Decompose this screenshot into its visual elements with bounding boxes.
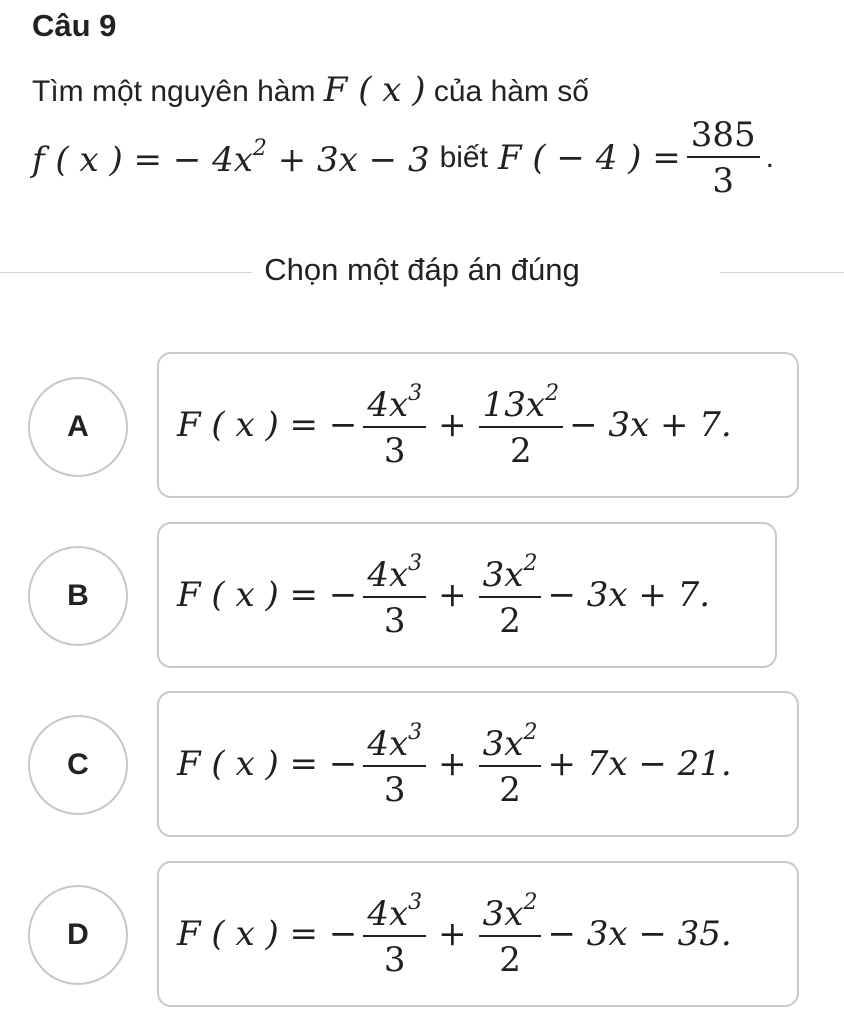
option-a-letter[interactable]: A bbox=[28, 377, 128, 477]
condition-period: . bbox=[765, 141, 774, 174]
option-b-fraction-1: $\frac{4x^3}{3}$ bbox=[363, 553, 426, 638]
option-b-fraction-2: $\frac{3x^2}{2}$ bbox=[479, 553, 542, 638]
question-text: Tìm một nguyên hàm bbox=[32, 75, 316, 108]
option-a-answer[interactable] bbox=[157, 352, 799, 498]
option-b-letter[interactable]: B bbox=[28, 546, 128, 646]
option-d-fraction-2: $\frac{3x^2}{2}$ bbox=[479, 892, 542, 977]
option-c-fraction-1: $\frac{4x^3}{3}$ bbox=[363, 722, 426, 807]
option-d-answer[interactable] bbox=[157, 861, 799, 1007]
question-line-2 bbox=[32, 115, 774, 201]
option-c-expression: F ( x ) = − $\frac{4x^3}{3}$ + $\frac{3x^2}{2}$ + 7x − 21. bbox=[177, 719, 732, 810]
condition-lhs: F ( − 4 ) = bbox=[497, 138, 681, 178]
instruction-label: Chọn một đáp án đúng bbox=[0, 252, 844, 288]
option-a-expression: F ( x ) = − $\frac{4x^3}{3}$ + $\frac{13x^2}{2}$ − 3x + 7. bbox=[177, 380, 732, 471]
option-d-fraction-1: $\frac{4x^3}{3}$ bbox=[363, 892, 426, 977]
option-b-expression: F ( x ) = − $\frac{4x^3}{3}$ + $\frac{3x^2}{2}$ − 3x + 7. bbox=[177, 550, 711, 641]
condition-fraction: $\frac{385}{3}$ bbox=[687, 118, 760, 198]
function-definition: f ( x ) = − $4x^2 + 3x - 3$ bbox=[32, 136, 430, 180]
option-d-letter[interactable]: D bbox=[28, 885, 128, 985]
option-c-letter[interactable]: C bbox=[28, 715, 128, 815]
question-title: Câu 9 bbox=[32, 8, 117, 43]
question-text-tail: của hàm số bbox=[433, 75, 589, 108]
option-b-answer[interactable] bbox=[157, 522, 777, 668]
question-line-1 bbox=[32, 70, 589, 110]
option-c-answer[interactable] bbox=[157, 691, 799, 837]
option-c-fraction-2: $\frac{3x^2}{2}$ bbox=[479, 722, 542, 807]
option-a-fraction-1: $\frac{4x^3}{3}$ bbox=[363, 383, 426, 468]
option-a-fraction-2: $\frac{13x^2}{2}$ bbox=[479, 383, 563, 468]
option-d-expression: F ( x ) = − $\frac{4x^3}{3}$ + $\frac{3x^2}{2}$ − 3x − 35. bbox=[177, 889, 732, 980]
question-biet: biết bbox=[439, 141, 488, 174]
question-math-F: F ( x ) bbox=[323, 70, 426, 110]
